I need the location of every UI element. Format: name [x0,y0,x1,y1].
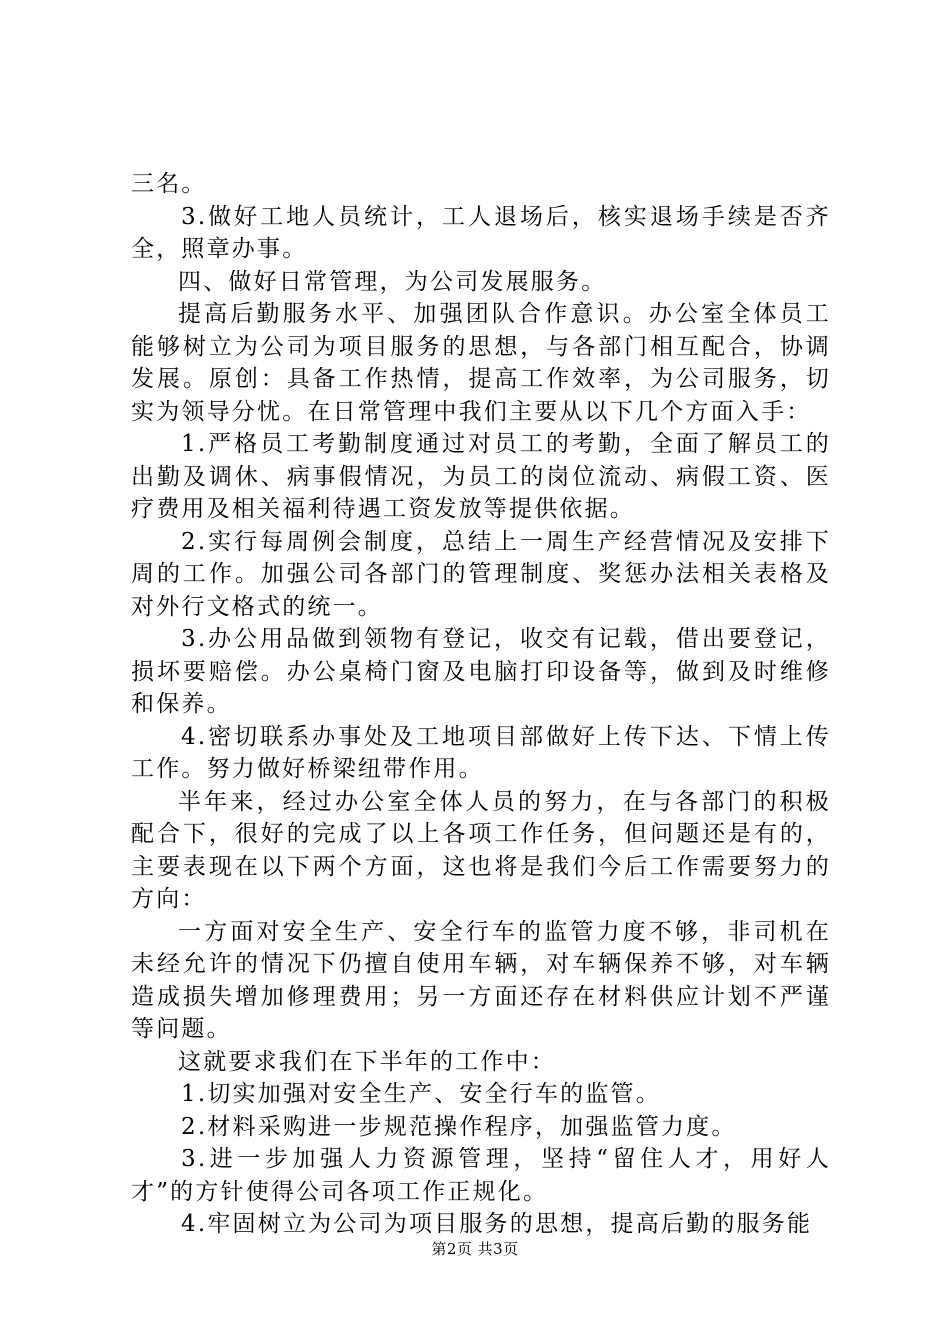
paragraph-1: 三名。 [131,171,207,197]
section-heading-4: 四、做好日常管理，为公司发展服务。 [178,268,607,295]
list-item-3: 3.办公用品做到领物有登记，收交有记载，借出要登记，损坏要赔偿。办公桌椅门窗及电脑打印设备等，做到及时维修和保养。 [131,626,831,717]
paragraph-2: 3.做好工地人员统计，工人退场后，核实退场手续是否齐全，照章办事。 [131,203,831,262]
page-number-footer: 第2页 共3页 [431,1240,519,1258]
document-body [131,168,831,1241]
paragraph-summary: 半年来，经过办公室全体人员的努力，在与各部门的积极配合下，很好的完成了以上各项工作任务，但问题还是有的，主要表现在以下两个方面，这也将是我们今后工作需要努力的方向： [131,788,831,912]
plan-item-1: 1.切实加强对安全生产、安全行车的监管。 [181,1081,661,1107]
list-item-4: 4.密切联系办事处及工地项目部做好上传下达、下情上传工作。努力做好桥梁纽带作用。 [131,723,831,782]
plan-item-3: 3.进一步加强人力资源管理，坚持“留住人才，用好人才”的方针使得公司各项工作正规化。 [131,1146,831,1205]
plan-item-2: 2.材料采购进一步规范操作程序，加强监管力度。 [181,1113,737,1140]
list-item-1: 1.严格员工考勤制度通过对员工的考勤，全面了解员工的出勤及调休、病事假情况，为员工的岗位流动、病假工资、医疗费用及相关福利待遇工资发放等提供依据。 [131,431,831,522]
list-item-2: 2.实行每周例会制度，总结上一周生产经营情况及安排下周的工作。加强公司各部门的管理制度、奖惩办法相关表格及对外行文格式的统一。 [131,528,831,620]
paragraph-4: 提高后勤服务水平、加强团队合作意识。办公室全体员工能够树立为公司为项目服务的思想，与各部门相互配合，协调发展。原创：具备工作热情，提高工作效率，为公司服务，切实为领导分忧。在日常管理中我们主要从以下几个方面入手： [131,301,831,425]
paragraph-requirements: 这就要求我们在下半年的工作中： [178,1048,556,1075]
plan-item-4: 4.牢固树立为公司为项目服务的思想，提高后勤的服务能 [181,1211,813,1237]
paragraph-problems: 一方面对安全生产、安全行车的监管力度不够，非司机在未经允许的情况下仍擅自使用车辆，对车辆保养不够，对车辆造成损失增加修理费用；另一方面还存在材料供应计划不严谨等问题。 [131,918,831,1042]
